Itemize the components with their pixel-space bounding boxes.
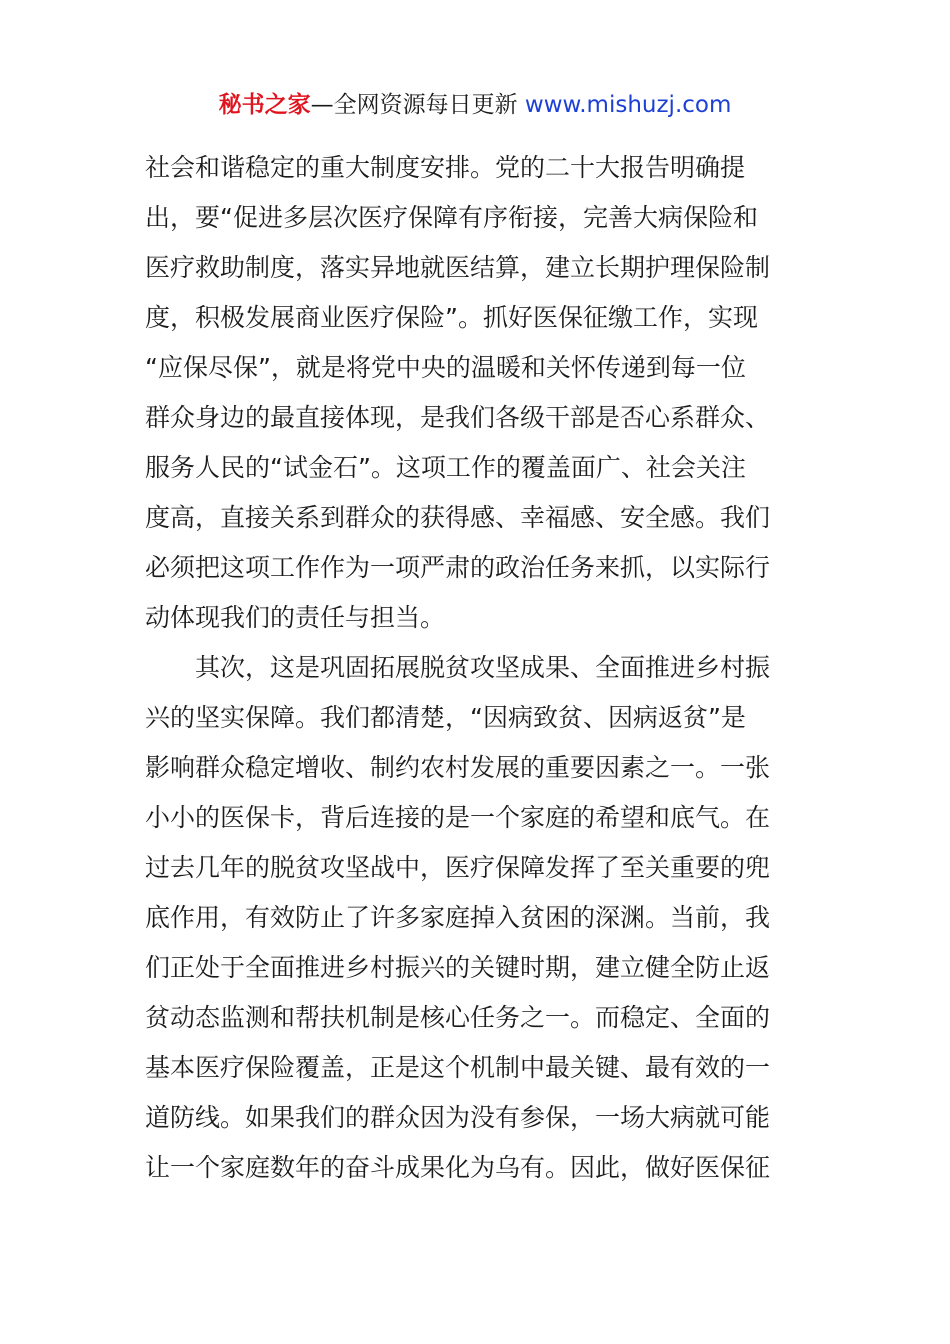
- site-tagline: —全网资源每日更新: [310, 92, 525, 118]
- text-line: 其次，这是巩固拓展脱贫攻坚成果、全面推进乡村振: [195, 653, 771, 682]
- document-body: [145, 143, 805, 1193]
- text-line: 社会和谐稳定的重大制度安排。党的二十大报告明确提: [145, 153, 746, 182]
- text-line: 道防线。如果我们的群众因为没有参保，一场大病就可能: [145, 1103, 771, 1132]
- text-line: 们正处于全面推进乡村振兴的关键时期，建立健全防止返: [145, 953, 771, 982]
- text-line: 必须把这项工作作为一项严肃的政治任务来抓，以实际行: [145, 553, 771, 582]
- text-line: 让一个家庭数年的奋斗成果化为乌有。因此，做好医保征: [145, 1153, 771, 1182]
- site-header: [0, 88, 950, 122]
- text-line: 群众身边的最直接体现，是我们各级干部是否心系群众、: [145, 403, 771, 432]
- site-url-link[interactable]: www.mishuzj.com: [524, 92, 732, 118]
- text-line: 小小的医保卡，背后连接的是一个家庭的希望和底气。在: [145, 803, 771, 832]
- text-line: 服务人民的“试金石”。这项工作的覆盖面广、社会关注: [145, 453, 746, 482]
- text-line: 医疗救助制度，落实异地就医结算，建立长期护理保险制: [145, 253, 771, 282]
- paragraph-1: [145, 143, 805, 643]
- site-brand: 秘书之家: [218, 92, 311, 118]
- text-line: 影响群众稳定增收、制约农村发展的重要因素之一。一张: [145, 753, 771, 782]
- text-line: 基本医疗保险覆盖，正是这个机制中最关键、最有效的一: [145, 1053, 771, 1082]
- text-line: 出，要“促进多层次医疗保障有序衔接，完善大病保险和: [145, 203, 758, 232]
- text-line: 动体现我们的责任与担当。: [145, 603, 446, 632]
- text-line: “应保尽保”，就是将党中央的温暖和关怀传递到每一位: [145, 353, 746, 382]
- text-line: 度高，直接关系到群众的获得感、幸福感、安全感。我们: [145, 503, 771, 532]
- text-line: 过去几年的脱贫攻坚战中，医疗保障发挥了至关重要的兜: [145, 853, 771, 882]
- text-line: 度，积极发展商业医疗保险”。抓好医保征缴工作，实现: [145, 303, 758, 332]
- paragraph-2: [145, 643, 805, 1193]
- text-line: 兴的坚实保障。我们都清楚，“因病致贫、因病返贫”是: [145, 703, 746, 732]
- text-line: 贫动态监测和帮扶机制是核心任务之一。而稳定、全面的: [145, 1003, 771, 1032]
- text-line: 底作用，有效防止了许多家庭掉入贫困的深渊。当前，我: [145, 903, 771, 932]
